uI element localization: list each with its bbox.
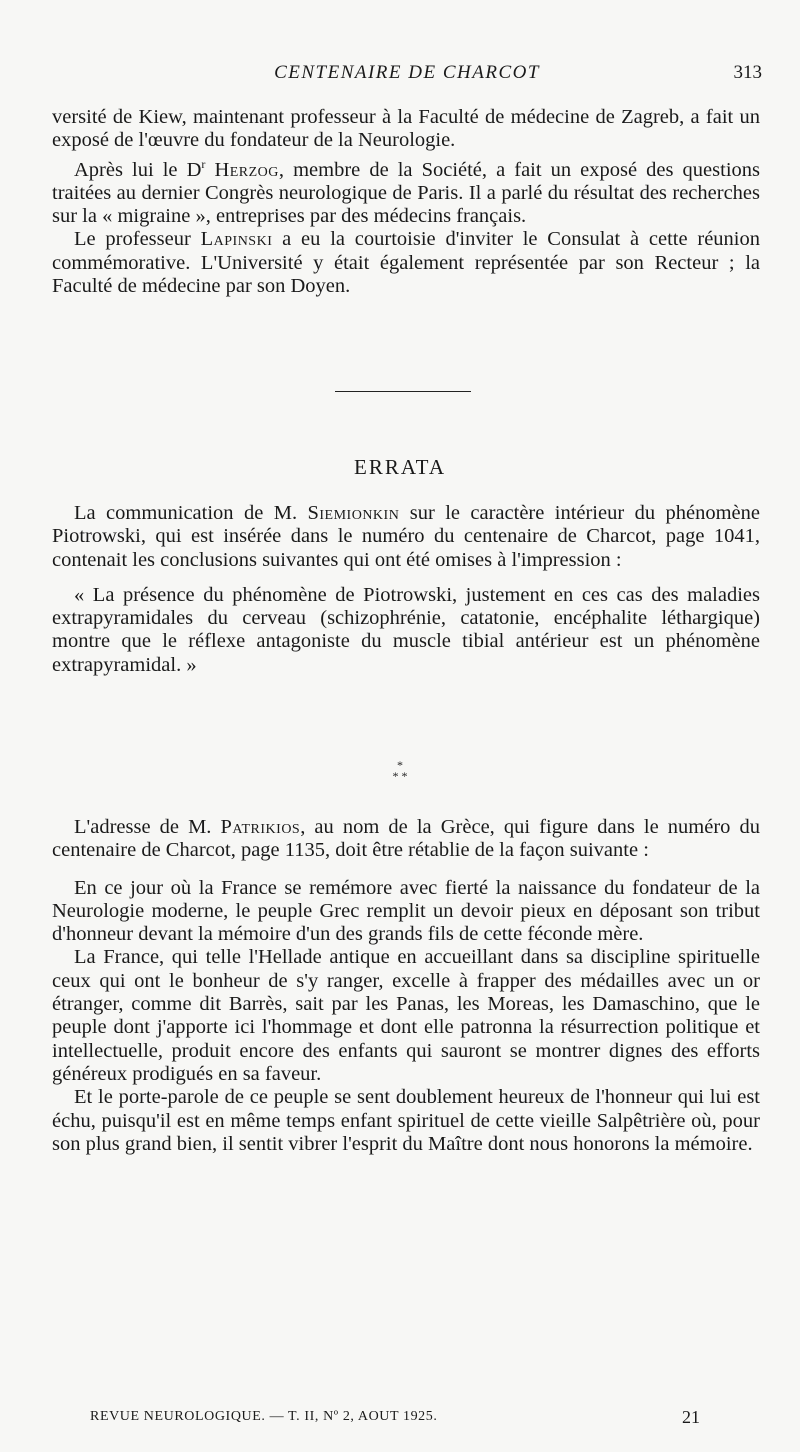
- page-footer: [90, 1409, 700, 1433]
- person-name: Patrikios: [220, 816, 301, 838]
- paragraph: La communication de M. Siemionkin sur le caractère intérieur du phénomène Piotrowski, qui est insérée dans le numéro du centenaire de Charcot, page 1041, contenait les conclusions suivantes qui ont été omises à l'impression :: [52, 502, 760, 571]
- paragraph: versité de Kiew, maintenant professeur à la Faculté de médecine de Zagreb, a fait un exposé de l'œuvre du fondateur de la Neurologie.: [52, 106, 760, 152]
- paragraph: En ce jour où la France se remémore avec fierté la naissance du fondateur de la Neurologie moderne, le peuple Grec remplit un devoir pieux en déposant son tribut d'honneur devant la mémoire d'un des grands fils de cette féconde mère.: [52, 876, 760, 946]
- page-number: 313: [733, 62, 762, 83]
- errata-section-2: [52, 816, 760, 1156]
- paragraph: Et le porte-parole de ce peuple se sent doublement heureux de l'honneur qui lui est échu, puisqu'il est en même temps enfant spirituel de cette vieille Salpêtrière où, pour son plus grand bien, il sentit vibrer l'esprit du Maître dont nous honorons la mémoire.: [52, 1086, 760, 1155]
- person-name: Herzog: [214, 158, 279, 181]
- paragraph: Après lui le $D^r$ Herzog, membre de la Société, a fait un exposé des questions traitées au dernier Congrès neurologique de Paris. Il a parlé du résultat des recherches sur la « migraine », entreprises par des médecins français.: [52, 156, 760, 228]
- person-name: Siemionkin: [307, 502, 400, 524]
- errata-section-1: [52, 502, 760, 677]
- journal-reference: REVUE NEUROLOGIQUE. — T. II, Nº 2, AOUT 1925.: [90, 1409, 438, 1424]
- paragraph: L'adresse de M. Patrikios, au nom de la Grèce, qui figure dans le numéro du centenaire de Charcot, page 1135, doit être rétablie de la façon suivante :: [52, 816, 760, 862]
- asterism: * * *: [392, 758, 408, 783]
- paragraph: La France, qui telle l'Hellade antique en accueillant dans sa discipline spirituelle ceux qui ont le bonheur de s'y ranger, excelle à frapper des médailles avec un or étranger, comme dit Barrès, sait par les Panas, les Moreas, les Damaschino, que le peuple dont j'apporte ici l'hommage et dont elle patronna la résurrection politique et intellectuelle, produit encore des enfants qui sauront se montrer dignes des efforts généreux prodigués en sa faveur.: [52, 946, 760, 1085]
- paragraph: Le professeur Lapinski a eu la courtoisie d'inviter le Consulat à cette réunion commémorative. L'Université y était également représentée par son Recteur ; la Faculté de médecine par son Doyen.: [52, 228, 760, 297]
- quotation: « La présence du phénomène de Piotrowski, justement en ces cas des maladies extrapyramidales du cerveau (schizophrénie, catatonie, encéphalite léthargique) montre que le réflexe antagoniste du muscle tibial antérieur est un phénomène extrapyramidal. »: [52, 583, 760, 676]
- page-header: [52, 62, 762, 92]
- person-name: Lapinski: [200, 228, 273, 251]
- section-divider: [335, 391, 471, 392]
- section-heading: ERRATA: [354, 455, 446, 479]
- running-title: CENTENAIRE DE CHARCOT: [274, 62, 540, 83]
- signature-mark: 21: [682, 1407, 700, 1427]
- intro-section: [52, 106, 760, 298]
